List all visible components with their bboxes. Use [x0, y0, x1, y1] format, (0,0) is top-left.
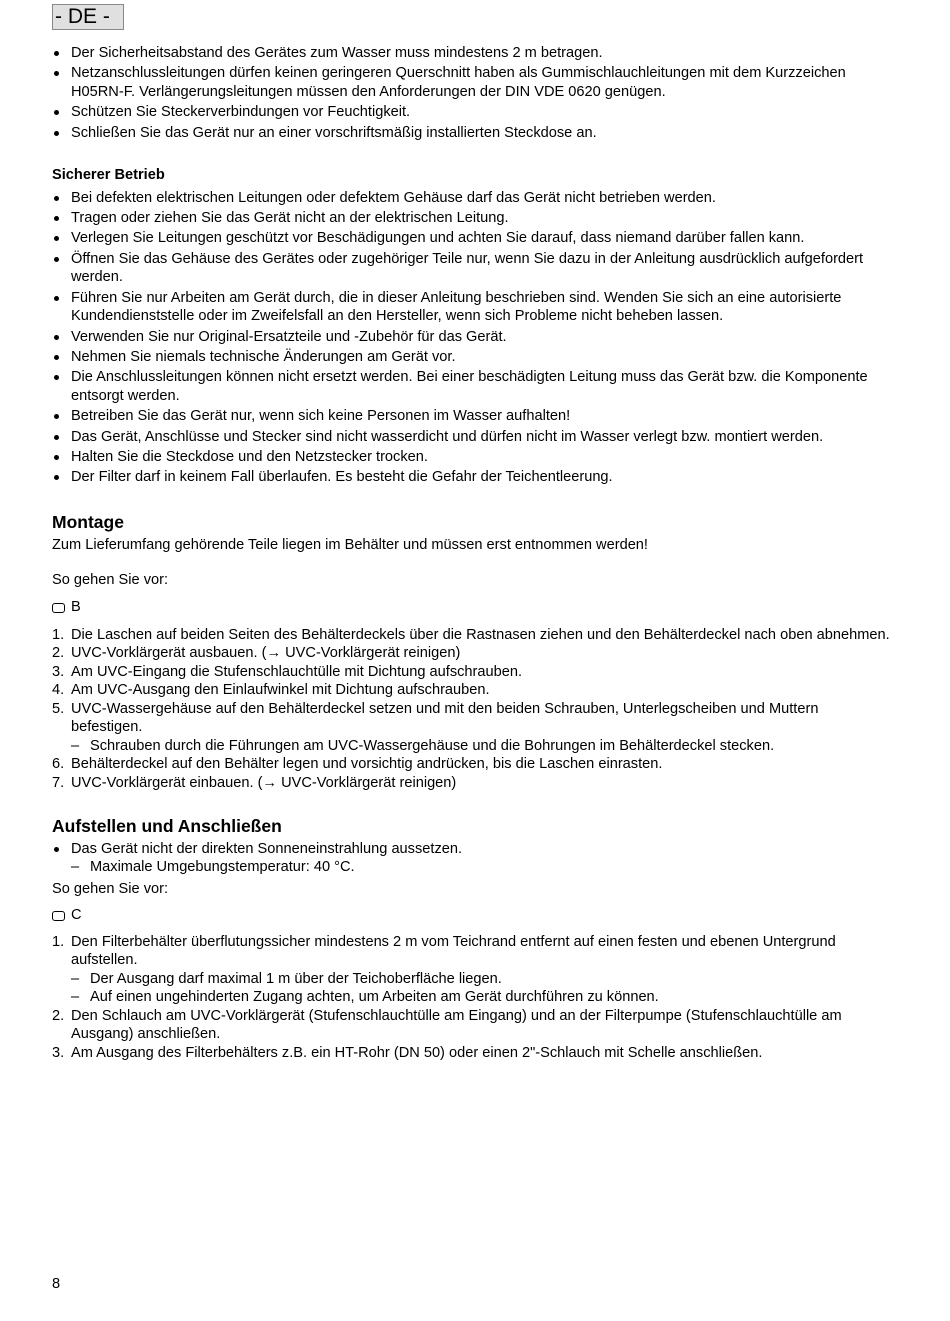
- montage-intro: Zum Lieferumfang gehörende Teile liegen im Behälter und müssen erst entnommen werden!: [52, 537, 648, 554]
- step-number: 1.: [52, 626, 65, 643]
- sub-step: – Auf einen ungehinderten Zugang achten, um Arbeiten am Gerät durchführen zu können.: [52, 988, 892, 1007]
- montage-steps-cont: [52, 755, 892, 792]
- step-item: [52, 755, 892, 774]
- step-item: [52, 933, 892, 970]
- list-item: Schützen Sie Steckerverbindungen vor Feuchtigkeit.: [52, 103, 892, 122]
- setup-procedure-label: So gehen Sie vor:: [52, 880, 169, 897]
- figure-reference-c: [52, 906, 892, 925]
- step-item: [52, 626, 892, 645]
- list-item: Halten Sie die Steckdose und den Netzstecker trocken.: [52, 448, 892, 467]
- list-item: Das Gerät, Anschlüsse und Stecker sind nicht wasserdicht und dürfen nicht im Wasser verlegt bzw. montiert werden.: [52, 428, 892, 447]
- step-number: 5.: [52, 700, 65, 717]
- step-text: Den Schlauch am UVC-Vorklärgerät (Stufenschlauchtülle am Eingang) und an der Filterpumpe (Stufenschlauchtülle am Ausgang) anschließen.: [71, 1007, 842, 1043]
- list-item: Öffnen Sie das Gehäuse des Gerätes oder zugehöriger Teile nur, wenn Sie dazu in der Anleitung ausdrücklich aufgefordert werden.: [52, 250, 892, 287]
- setup-heading: Aufstellen und Anschließen: [52, 816, 282, 837]
- montage-steps: [52, 626, 892, 737]
- figure-label: B: [71, 599, 81, 616]
- step-item: [52, 1007, 892, 1044]
- list-item: Bei defekten elektrischen Leitungen oder defektem Gehäuse darf das Gerät nicht betrieben werden.: [52, 189, 892, 208]
- sub-step: – Maximale Umgebungstemperatur: 40 °C.: [52, 858, 892, 877]
- step-text: Am UVC-Ausgang den Einlaufwinkel mit Dichtung aufschrauben.: [71, 682, 490, 699]
- step-number: 4.: [52, 682, 65, 699]
- step-text: Behälterdeckel auf den Behälter legen und vorsichtig andrücken, bis die Laschen einrasten.: [71, 756, 663, 773]
- list-item: Verwenden Sie nur Original-Ersatzteile und -Zubehör für das Gerät.: [52, 328, 892, 347]
- step-text: Die Laschen auf beiden Seiten des Behälterdeckels über die Rastnasen ziehen und den Behälterdeckel nach oben abnehmen.: [71, 626, 890, 643]
- figure-reference-b: [52, 598, 892, 617]
- step-text: UVC-Wassergehäuse auf den Behälterdeckel setzen und mit den beiden Schrauben, Unterlegscheiben und Muttern befestigen.: [71, 700, 819, 736]
- step-number: 7.: [52, 774, 65, 791]
- list-item: Tragen oder ziehen Sie das Gerät nicht an der elektrischen Leitung.: [52, 209, 892, 228]
- step-item: [52, 700, 892, 737]
- figure-label: C: [71, 907, 82, 924]
- setup-steps: [52, 933, 892, 970]
- montage-heading: Montage: [52, 511, 124, 532]
- step-number: 1.: [52, 933, 65, 950]
- language-tag: - DE -: [52, 4, 124, 30]
- list-item: Führen Sie nur Arbeiten am Gerät durch, die in dieser Anleitung beschrieben sind. Wenden Sie sich an eine autorisierte Kundendienststelle oder im Zweifelsfall an den Hersteller, wenn sich Probleme nicht beheben lassen.: [52, 289, 892, 326]
- step-text: UVC-Vorklärgerät ausbauen. (→ UVC-Vorklärgerät reinigen): [71, 645, 461, 662]
- list-item: Verlegen Sie Leitungen geschützt vor Beschädigungen und achten Sie darauf, dass niemand darüber fallen kann.: [52, 229, 892, 248]
- step-item: [52, 681, 892, 700]
- figure-icon: [52, 603, 65, 613]
- step-item: [52, 1044, 892, 1063]
- step-number: 6.: [52, 756, 65, 773]
- step-number: 2.: [52, 1007, 65, 1024]
- step-text: Den Filterbehälter überflutungssicher mindestens 2 m vom Teichrand entfernt auf einen festen und ebenen Untergrund aufstellen.: [71, 933, 836, 969]
- safe-operation-heading: Sicherer Betrieb: [52, 167, 165, 184]
- list-item: Die Anschlussleitungen können nicht ersetzt werden. Bei einer beschädigten Leitung muss das Gerät bzw. die Komponente entsorgt werden.: [52, 368, 892, 405]
- step-item: [52, 774, 892, 793]
- list-item: Betreiben Sie das Gerät nur, wenn sich keine Personen im Wasser aufhalten!: [52, 407, 892, 426]
- step-item: [52, 644, 892, 663]
- setup-bullet-list: [52, 840, 892, 859]
- step-number: 2.: [52, 645, 65, 662]
- step-number: 3.: [52, 663, 65, 680]
- sub-step: – Schrauben durch die Führungen am UVC-Wassergehäuse und die Bohrungen im Behälterdeckel stecken.: [52, 737, 892, 756]
- step-number: 3.: [52, 1044, 65, 1061]
- setup-steps-cont: [52, 1007, 892, 1063]
- list-item: Der Sicherheitsabstand des Gerätes zum Wasser muss mindestens 2 m betragen.: [52, 44, 892, 63]
- safe-operation-list: [52, 189, 892, 487]
- step-text: Am Ausgang des Filterbehälters z.B. ein HT-Rohr (DN 50) oder einen 2"-Schlauch mit Schelle anschließen.: [71, 1044, 763, 1061]
- document-body: [52, 44, 892, 1062]
- list-item: Schließen Sie das Gerät nur an einer vorschriftsmäßig installierten Steckdose an.: [52, 124, 892, 143]
- montage-procedure-label: So gehen Sie vor:: [52, 571, 169, 588]
- step-text: UVC-Vorklärgerät einbauen. (→ UVC-Vorklärgerät reinigen): [71, 774, 457, 791]
- list-item: Der Filter darf in keinem Fall überlaufen. Es besteht die Gefahr der Teichentleerung.: [52, 468, 892, 487]
- step-text: Am UVC-Eingang die Stufenschlauchtülle mit Dichtung aufschrauben.: [71, 663, 523, 680]
- list-item: Nehmen Sie niemals technische Änderungen am Gerät vor.: [52, 348, 892, 367]
- step-item: [52, 663, 892, 682]
- list-item: Das Gerät nicht der direkten Sonneneinstrahlung aussetzen.: [52, 840, 892, 859]
- list-item: Netzanschlussleitungen dürfen keinen geringeren Querschnitt haben als Gummischlauchleitungen mit dem Kurzzeichen H05RN-F. Verlängerungsleitungen müssen den Anforderungen der DIN VDE 0620 genügen.: [52, 64, 892, 101]
- figure-icon: [52, 911, 65, 921]
- sub-step: – Der Ausgang darf maximal 1 m über der Teichoberfläche liegen.: [52, 970, 892, 989]
- intro-bullet-list: [52, 44, 892, 142]
- page-number: 8: [52, 1276, 61, 1292]
